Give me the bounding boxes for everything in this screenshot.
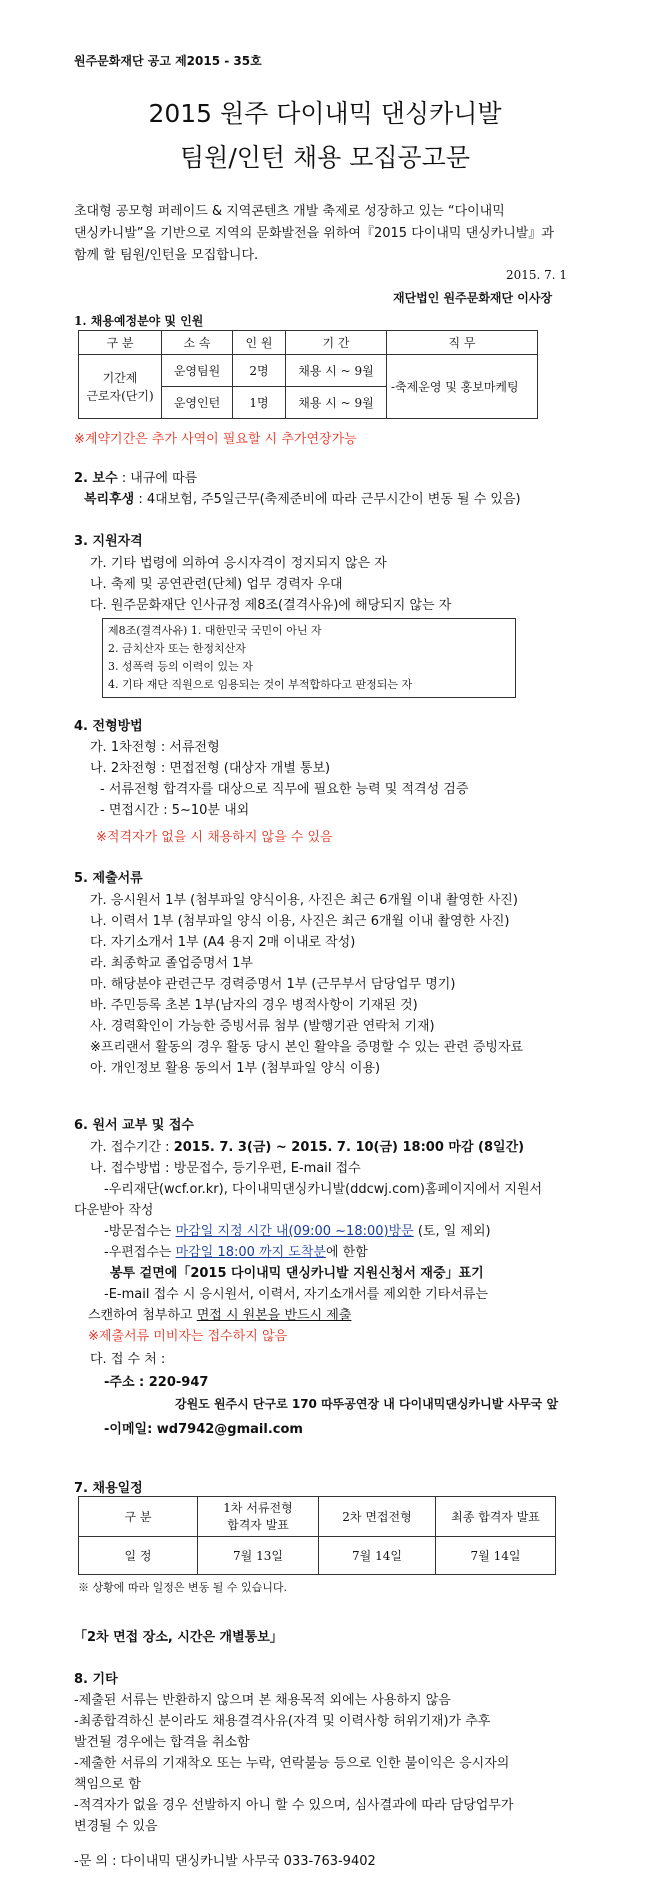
submission-note: ※제출서류 미비자는 접수하지 않음 [88,1329,288,1344]
email-rule-line: -E-mail 접수 시 응시원서, 이력서, 자기소개서를 제외한 기타서류는 [104,1287,489,1302]
section-2-heading [74,467,197,486]
date-cell: 7월 14일 [436,1537,556,1575]
dept-cell: 운영인턴 [162,387,233,419]
visit-label: -방문접수는 [104,1224,176,1239]
email-line [104,1418,303,1437]
col-header: 직 무 [387,331,538,355]
page-title: 2015 원주 다이내믹 댄싱카니발 [148,99,502,128]
section-8-heading: 8. 기타 [74,1672,118,1687]
section-7-heading: 7. 채용일정 [74,1481,143,1496]
visit-deadline: 마감일 지정 시간 내(09:00 ~18:00)방문 [175,1224,414,1239]
category-cell: 기간제 근로자(단기) [79,355,162,419]
welfare-text: : 4대보험, 주5일근무(축제준비에 따라 근무시간이 변동 될 수 있음) [134,492,521,507]
document-item: 라. 최종학교 졸업증명서 1부 [90,956,253,971]
duty-cell: -축제운영 및 홍보마케팅 [387,355,538,419]
intro-line-2: 댄싱카니발”을 기반으로 지역의 문화발전을 위하여『2015 다이내믹 댄싱카니발』과 [74,226,554,241]
contract-note: ※계약기간은 추가 사역이 필요할 시 추가연장가능 [74,432,357,447]
intro-line-3: 함께 할 팀원/인턴을 모집합니다. [74,248,259,263]
document-item: 아. 개인정보 활용 동의서 1부 (첨부파일 양식 이용) [90,1061,381,1076]
visit-tail: (토, 일 제외) [413,1224,491,1239]
table-row [79,355,538,387]
col-header: 구 분 [79,1497,198,1537]
box-line: 3. 성폭력 등의 이력이 있는 자 [108,660,253,673]
etc-line: 발견될 경우에는 합격을 취소함 [74,1735,250,1750]
notice-date: 2015. 7. 1 [506,268,568,282]
contact-line: -문 의 : 다이내믹 댄싱카니발 사무국 033-763-9402 [74,1854,376,1869]
row-label: 일 정 [79,1537,198,1575]
schedule-note: ※ 상황에 따라 일정은 변동 될 수 있습니다. [78,1581,287,1594]
place-line: 다. 접 수 처 : [90,1352,166,1367]
box-line: 4. 기타 재단 직원으로 임용되는 것이 부적합하다고 판정되는 자 [108,678,413,691]
etc-line: -제출한 서류의 기재착오 또는 누락, 연락불능 등으로 인한 불이익은 응시자의 [74,1756,510,1771]
col-header: 1차 서류전형 합격자 발표 [198,1497,319,1537]
count-cell: 1명 [233,387,286,419]
document-item: 마. 해당분야 관련근무 경력증명서 1부 (근무부서 담당업무 명기) [90,977,456,992]
welfare-line [84,488,521,507]
mail-line [104,1241,368,1260]
col-header: 구 분 [79,331,162,355]
etc-line: 변경될 수 있음 [74,1819,158,1834]
download-line-cont: 다운받아 작성 [74,1203,154,1218]
section-6-heading: 6. 원서 교부 및 접수 [74,1118,194,1133]
email-rule-prefix: 스캔하여 첨부하고 [88,1308,197,1323]
count-cell: 2명 [233,355,286,387]
selection-item: 나. 2차전형 : 면접전형 (대상자 개별 통보) [90,761,331,776]
email-rule-line-2 [88,1304,351,1323]
visit-line [104,1220,491,1239]
email-label: -이메일: [104,1422,157,1437]
document-item: 나. 이력서 1부 (첨부파일 양식 이용, 사진은 최근 6개월 이내 촬영한 사진) [90,914,510,929]
dept-cell: 운영팀원 [162,355,233,387]
qualification-item: 나. 축제 및 공연관련(단체) 업무 경력자 우대 [90,577,343,592]
etc-line: -최종합격하신 분이라도 채용결격사유(자격 및 이력사항 허위기재)가 추후 [74,1714,491,1729]
email-address: wd7942@gmail.com [156,1422,303,1437]
selection-item: - 면접시간 : 5~10분 내외 [100,803,250,818]
period-cell: 채용 시 ~ 9월 [286,355,387,387]
welfare-label: 복리후생 [84,492,135,507]
period-cell: 채용 시 ~ 9월 [286,387,387,419]
document-item: 가. 응시원서 1부 (첨부파일 양식이용, 사진은 최근 6개월 이내 촬영한 사진) [90,893,518,908]
page-subtitle: 팀원/인턴 채용 모집공고문 [180,143,470,172]
col-header: 소 속 [162,331,233,355]
document-item: ※프리랜서 활동의 경우 활동 당시 본인 활약을 증명할 수 있는 관련 증빙자료 [90,1040,524,1055]
mail-deadline: 마감일 18:00 까지 도착분 [175,1245,326,1260]
box-line: 2. 금치산자 또는 한정치산자 [108,642,246,655]
qualification-item: 다. 원주문화재단 인사규정 제8조(결격사유)에 해당되지 않는 자 [90,598,452,613]
etc-line: -적격자가 없을 경우 선발하지 아니 할 수 있으며, 심사결과에 따라 담당업무가 [74,1798,514,1813]
notice-number: 원주문화재단 공고 제2015 - 35호 [74,54,262,68]
pay-text: : 내규에 따름 [117,471,198,486]
issuer: 재단법인 원주문화재단 이사장 [393,291,553,305]
box-line: 제8조(결격사유) 1. 대한민국 국민이 아닌 자 [108,624,322,637]
address-label: -주소 : 220-947 [104,1375,209,1390]
download-line: -우리재단(wcf.or.kr), 다이내믹댄싱카니발(ddcwj.com)홈페이지에서 지원서 [104,1182,543,1197]
section-5-heading: 5. 제출서류 [74,871,143,886]
section-3-heading: 3. 지원자격 [74,534,143,549]
intro-line-1: 초대형 공모형 퍼레이드 & 지역콘텐츠 개발 축제로 성장하고 있는 “다이내믹 [74,204,505,219]
mail-label: -우편접수는 [104,1245,176,1260]
section-4-heading: 4. 전형방법 [74,719,143,734]
selection-item: - 서류전형 합격자를 대상으로 직무에 필요한 능력 및 적격성 검증 [100,782,469,797]
etc-line: 책임으로 함 [74,1777,141,1792]
period-label: 가. 접수기간 : [90,1140,174,1155]
section-1-heading: 1. 채용예정분야 및 인원 [74,314,204,328]
selection-item: 가. 1차전형 : 서류전형 [90,740,220,755]
pay-label: 2. 보수 [74,471,118,486]
etc-line: -제출된 서류는 반환하지 않으며 본 채용목적 외에는 사용하지 않음 [74,1693,451,1708]
table-row [79,1537,556,1575]
mail-tail: 에 한함 [325,1245,368,1260]
qualification-item: 가. 기타 법령에 의하여 응시자격이 정지되지 않은 자 [90,556,387,571]
col-header: 2차 면접전형 [319,1497,436,1537]
address: 강원도 원주시 단구로 170 따뚜공연장 내 다이내믹댄싱카니발 사무국 앞 [175,1397,559,1411]
period-value: 2015. 7. 3(금) ~ 2015. 7. 10(금) 18:00 마감 (8일간) [173,1140,525,1155]
col-header: 기 간 [286,331,387,355]
schedule-table [78,1496,556,1575]
col-header: 최종 합격자 발표 [436,1497,556,1537]
interview-notice: 「2차 면접 장소, 시간은 개별통보」 [74,1630,283,1645]
document-item: 사. 경력확인이 가능한 증빙서류 첨부 (발행기관 연락처 기재) [90,1019,435,1034]
document-item: 다. 자기소개서 1부 (A4 용지 2매 이내로 작성) [90,935,356,950]
recruit-table [78,330,538,419]
envelope-line: 봉투 겉면에「2015 다이내믹 댄싱카니발 지원신청서 재중」표기 [110,1266,484,1281]
method-line: 나. 접수방법 : 방문접수, 등기우편, E-mail 접수 [90,1161,361,1176]
selection-note: ※적격자가 없을 시 채용하지 않을 수 있음 [96,830,333,845]
original-required: 면접 시 원본을 반드시 제출 [196,1308,352,1323]
date-cell: 7월 14일 [319,1537,436,1575]
document-item: 바. 주민등록 초본 1부(남자의 경우 병적사항이 기재된 것) [90,998,418,1013]
col-header: 인 원 [233,331,286,355]
period-line [90,1136,524,1155]
date-cell: 7월 13일 [198,1537,319,1575]
